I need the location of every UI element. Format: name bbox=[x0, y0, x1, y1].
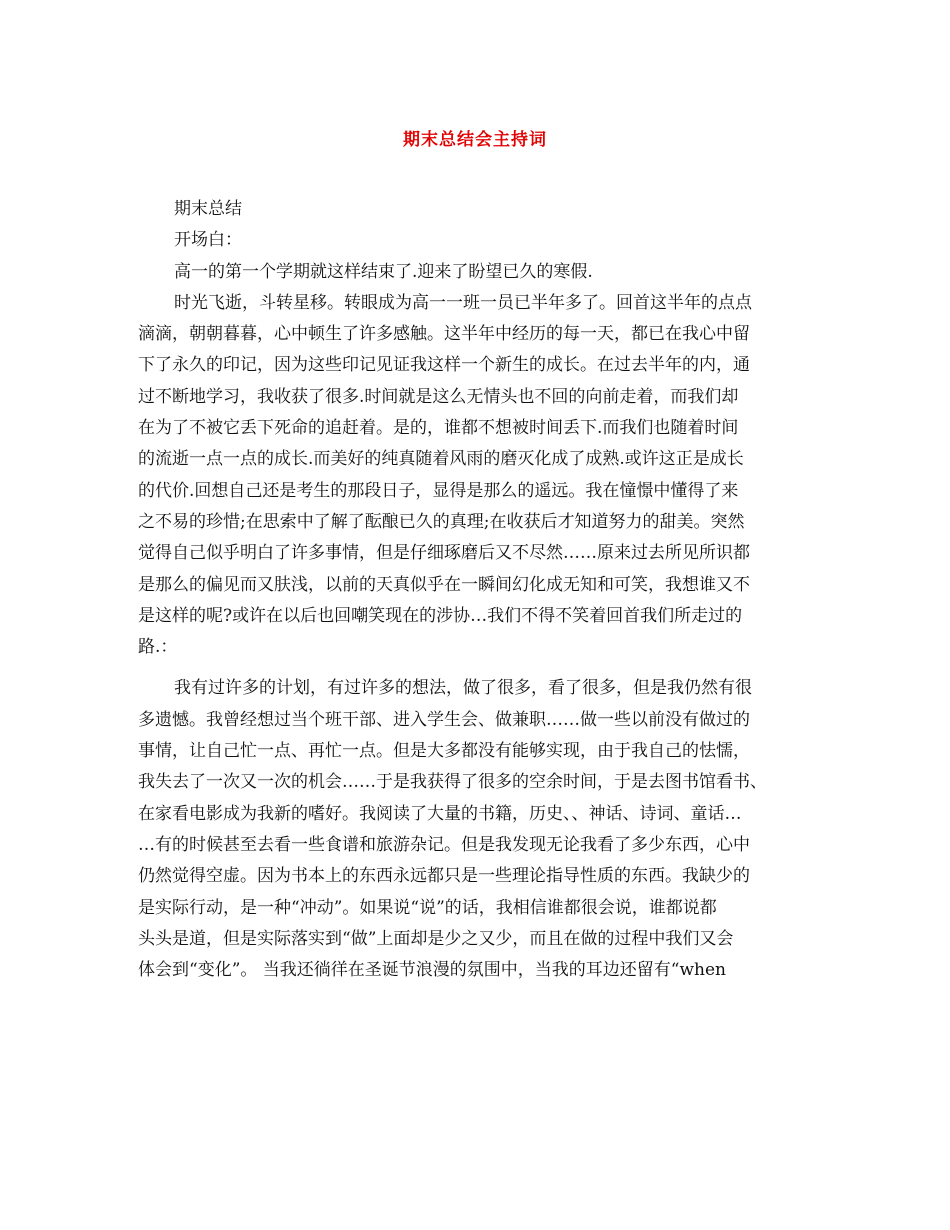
body-line: 开场白： bbox=[174, 230, 242, 251]
body-line: 我有过许多的计划，有过许多的想法，做了很多，看了很多，但是我仍然有很 bbox=[174, 678, 752, 699]
body-line: 过不断地学习，我收获了很多.时间就是这么无情头也不回的向前走着，而我们却 bbox=[138, 386, 739, 407]
body-line: 高一的第一个学期就这样结束了.迎来了盼望已久的寒假. bbox=[174, 261, 593, 282]
body-line: 是那么的偏见而又肤浅，以前的天真似乎在一瞬间幻化成无知和可笑，我想谁又不 bbox=[138, 574, 750, 595]
body-line: 在家看电影成为我新的嗜好。我阅读了大量的书籍，历史、、神话、诗词、童话… bbox=[138, 803, 742, 824]
body-line: 期末总结 bbox=[174, 199, 242, 219]
body-line: 的代价.回想自己还是考生的那段日子，显得是那么的遥远。我在憧憬中懂得了来 bbox=[138, 480, 739, 501]
body-line: 我失去了一次又一次的机会……于是我获得了很多的空余时间，于是去图书馆看书、 bbox=[138, 772, 767, 793]
body-line: 是这样的呢?或许在以后也回嘲笑现在的涉协…我们不得不笑着回首我们所走过的 bbox=[138, 605, 743, 626]
body-line: 路.： bbox=[138, 637, 178, 658]
body-line: 体会到“变化”。 当我还徜徉在圣诞节浪漫的氛围中，当我的耳边还留有“when bbox=[138, 960, 726, 981]
body-line: 下了永久的印记，因为这些印记见证我这样一个新生的成长。在过去半年的内，通 bbox=[138, 355, 750, 376]
body-line: 仍然觉得空虚。因为书本上的东西永远都只是一些理论指导性质的东西。我缺少的 bbox=[138, 866, 750, 887]
body-line: 时光飞逝，斗转星移。转眼成为高一一班一员已半年多了。回首这半年的点点 bbox=[174, 292, 752, 313]
body-line: 头头是道，但是实际落实到“做”上面却是少之又少，而且在做的过程中我们又会 bbox=[138, 928, 734, 949]
body-line: …有的时候甚至去看一些食谱和旅游杂记。但是我发现无论我看了多少东西，心中 bbox=[138, 834, 750, 855]
body-line: 多遗憾。我曾经想过当个班干部、进入学生会、做兼职……做一些以前没有做过的 bbox=[138, 709, 750, 730]
body-line: 是实际行动，是一种“冲动”。如果说“说”的话，我相信谁都很会说，谁都说都 bbox=[138, 897, 717, 918]
body-line: 之不易的珍惜;在思索中了解了酝酿已久的真理;在收获后才知道努力的甜美。突然 bbox=[138, 511, 745, 532]
body-line: 在为了不被它丢下死命的追赶着。是的，谁都不想被时间丢下.而我们也随着时间 bbox=[138, 418, 739, 439]
body-line: 的流逝一点一点的成长.而美好的纯真随着风雨的磨灭化成了成熟.或许这正是成长 bbox=[138, 449, 744, 470]
document-body bbox=[138, 194, 813, 986]
body-line: 事情，让自己忙一点、再忙一点。但是大多都没有能够实现，由于我自己的怯懦， bbox=[138, 741, 750, 762]
document-title: 期末总结会主持词 bbox=[403, 130, 547, 150]
body-line: 滴滴，朝朝暮暮，心中顿生了许多感触。这半年中经历的每一天，都已在我心中留 bbox=[138, 324, 750, 345]
body-line: 觉得自己似乎明白了许多事情，但是仔细琢磨后又不尽然……原来过去所见所识都 bbox=[138, 543, 750, 564]
